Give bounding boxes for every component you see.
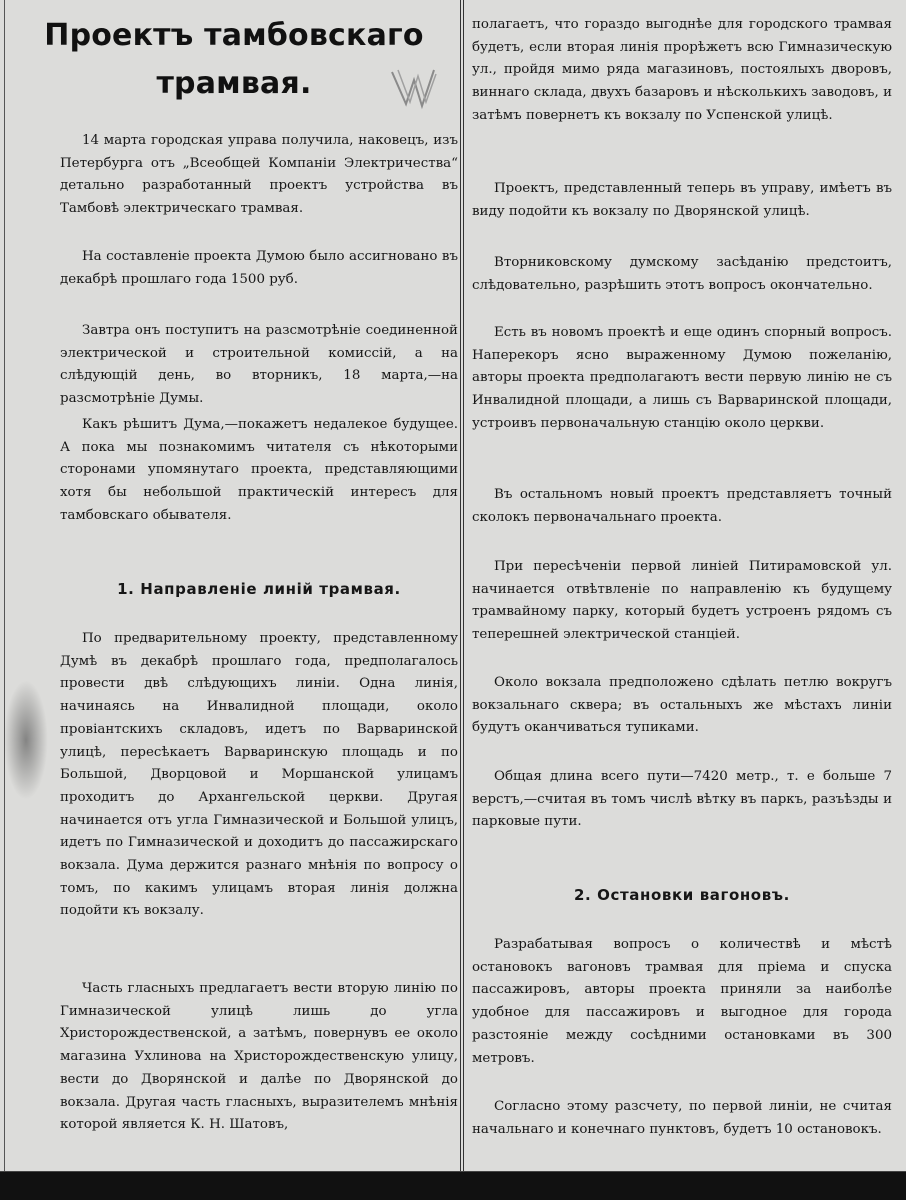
column-divider <box>460 0 461 1200</box>
paragraph-2: На составленіе проекта Думою было ассигновано въ декабрѣ прошлаго года 1500 руб. <box>60 249 458 287</box>
section2-paragraph-1: Разрабатывая вопросъ о количествѣ и мѣстѣ остановокъ вагоновъ трамвая для пріема и спуска пассажировъ, авторы проекта приняли за наиболѣе удобное для пассажировъ и выгодное для города разстояніе между сосѣдними остановками въ 300 метровъ. <box>472 937 892 1066</box>
right-paragraph-7: Около вокзала предположено сдѣлать петлю вокругъ вокзальнаго сквера; въ остальныхъ же мѣстахъ линіи будутъ оканчиваться тупиками. <box>472 675 892 736</box>
right-paragraph-4: Есть въ новомъ проектѣ и еще одинъ спорный вопросъ. Наперекоръ ясно выраженному Думою пожеланію, авторы проекта предполагаютъ вести первую линію не съ Инвалидной площади, а лишь съ Варваринской площади, устроивъ первоначальную станцію около церкви. <box>472 325 892 431</box>
right-paragraph-1: полагаетъ, что гораздо выгоднѣе для городского трамвая будетъ, если вторая линія прорѣжетъ всю Гимназическую ул., пройдя мимо ряда магазиновъ, постоялыхъ дворовъ, виннаго склада, двухъ базаровъ и нѣсколькихъ заводовъ, и затѣмъ повернетъ къ вокзалу по Успенской улицѣ. <box>472 17 892 123</box>
ink-stain <box>4 680 48 800</box>
right-paragraph-5: Въ остальномъ новый проектъ представляетъ точный сколокъ первоначальнаго проекта. <box>472 487 892 525</box>
section-heading-1: 1. Направленіе линій трамвая. <box>117 580 401 598</box>
article-title-line1: Проектъ тамбовскаго <box>44 18 424 53</box>
right-paragraph-3: Вторниковскому думскому засѣданію предстоитъ, слѣдовательно, разрѣшить этотъ вопросъ окончательно. <box>472 255 892 293</box>
handwritten-mark-icon <box>388 66 438 112</box>
paragraph-3: Завтра онъ поступитъ на разсмотрѣніе соединенной электрической и строительной комиссій, а на слѣдующій день, во вторникъ, 18 марта,—на разсмотрѣніе Думы. <box>60 323 458 407</box>
section2-paragraph-2: Согласно этому разсчету, по первой линіи, не считая начальнаго и конечнаго пунктовъ, будетъ 10 остановокъ. <box>472 1099 892 1137</box>
section-heading-2: 2. Остановки вагоновъ. <box>574 886 790 904</box>
bottom-dark-strip <box>0 1172 906 1200</box>
section1-paragraph-1: По предварительному проекту, представленному Думѣ въ декабрѣ прошлаго года, предполагалось провести двѣ слѣдующихъ линіи. Одна линія, начинаясь на Инвалидной площади, около провіантскихъ складовъ, идетъ по Варваринской улицѣ, пересѣкаетъ Варваринскую площадь и по Большой, Дворцовой и Моршанской улицамъ проходитъ до Архангельской церкви. Другая начинается отъ угла Гимназической и Большой улицъ, идетъ по Гимназической и доходитъ до пассажирскаго вокзала. Дума держится разнаго мнѣнія по вопросу о томъ, по какимъ улицамъ вторая линія должна подойти къ вокзалу. <box>60 631 458 919</box>
column-divider-double <box>463 0 464 1200</box>
left-border-rule <box>4 0 5 1200</box>
paragraph-1: 14 марта городская управа получила, наковецъ, изъ Петербурга отъ „Всеобщей Компаніи Электричества“ детально разработанный проектъ устройства въ Тамбовѣ электрическаго трамвая. <box>60 133 458 217</box>
right-paragraph-8: Общая длина всего пути—7420 метр., т. е больше 7 верстъ,—считая въ томъ числѣ вѣтку въ паркъ, разъѣзды и парковые пути. <box>472 769 892 830</box>
paragraph-4: Какъ рѣшитъ Дума,—покажетъ недалекое будущее. А пока мы познакомимъ читателя съ нѣкоторыми сторонами упомянутаго проекта, представляющими хотя бы небольшой практическій интересъ для тамбовскаго обывателя. <box>60 417 458 523</box>
right-paragraph-6: При пересѣченіи первой линіей Питирамовской ул. начинается отвѣтвленіе по направленію къ будущему трамвайному парку, который будетъ устроенъ рядомъ съ теперешней электрической станціей. <box>472 559 892 643</box>
article-title-line2: трамвая. <box>156 66 312 101</box>
section1-paragraph-2: Часть гласныхъ предлагаетъ вести вторую линію по Гимназической улицѣ лишь до угла Христорождественской, а затѣмъ, повернувъ ее около магазина Ухлинова на Христорождественскую улицу, вести до Дворянской и далѣе по Дворянской до вокзала. Другая часть гласныхъ, выразителемъ мнѣнія которой является К. Н. Шатовъ, <box>60 981 458 1133</box>
right-paragraph-2: Проектъ, представленный теперь въ управу, имѣетъ въ виду подойти къ вокзалу по Дворянской улицѣ. <box>472 181 892 219</box>
